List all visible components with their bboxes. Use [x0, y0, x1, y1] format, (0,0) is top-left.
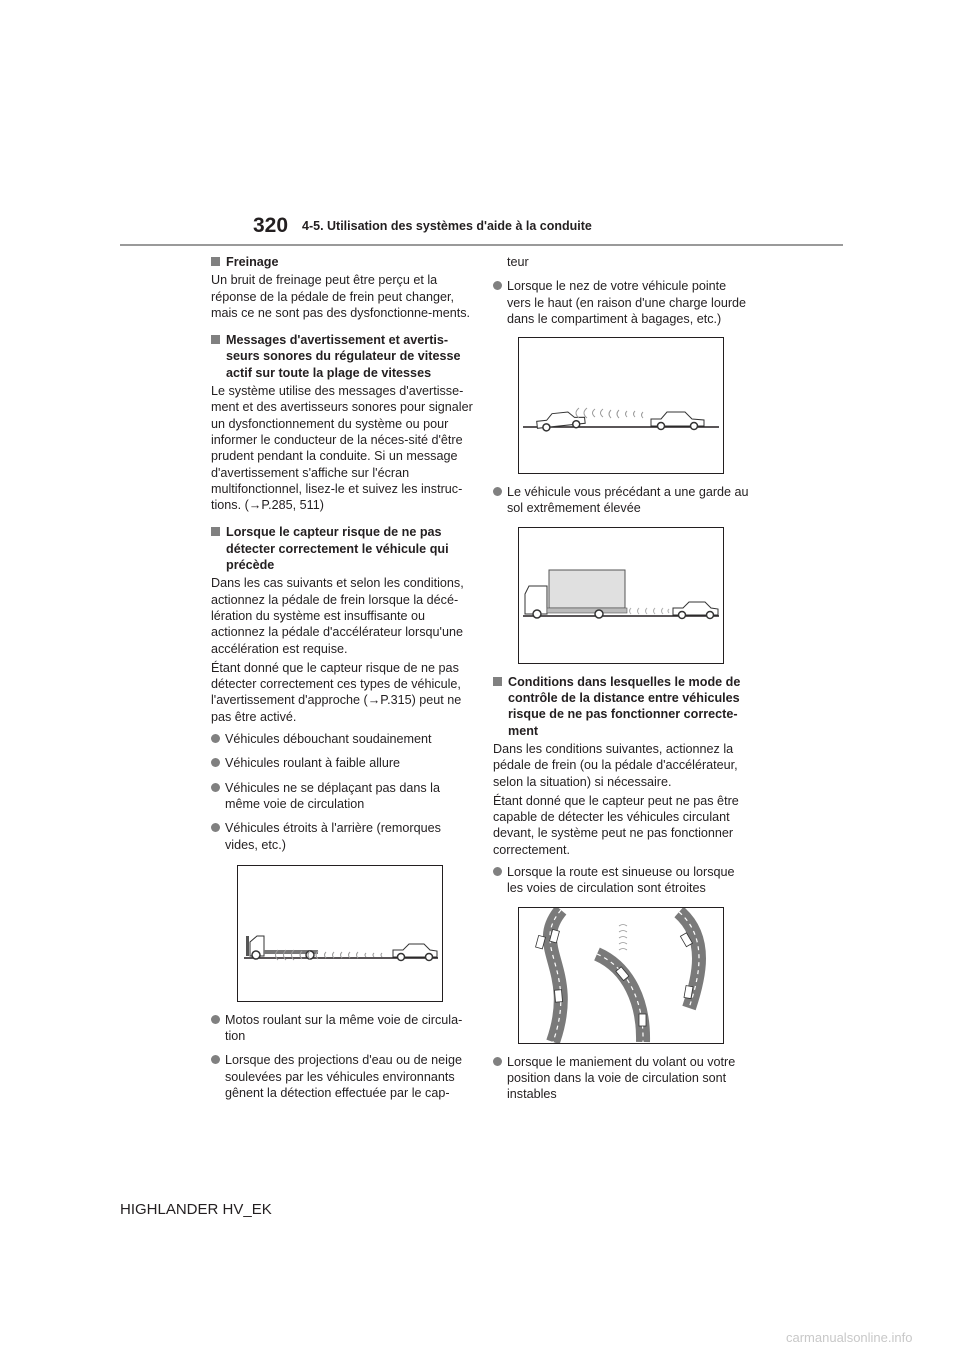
list-item — [211, 1012, 473, 1045]
list-item-text: Le véhicule vous précédant a une garde au sol extrêmement élevée — [507, 485, 749, 516]
square-bullet-icon — [211, 257, 220, 266]
messages-heading — [211, 332, 473, 381]
list-item — [211, 731, 473, 747]
list-item-text: Véhicules débouchant soudainement — [225, 732, 432, 747]
footer-model: HIGHLANDER HV_EK — [120, 1201, 272, 1218]
capteur-text-1: Dans les cas suivants et selon les conditions, actionnez la pédale de frein lorsque la décé-lération du système est insuffisante ou actionnez la pédale d'accélérateur lorsqu'une accélération est requise. — [211, 576, 464, 656]
freinage-section — [211, 254, 473, 321]
page-number: 320 — [253, 214, 289, 237]
round-bullet-icon — [211, 823, 220, 832]
list-item — [211, 780, 473, 813]
square-bullet-icon — [211, 335, 220, 344]
list-item-text: Lorsque des projections d'eau ou de neige soulevées par les véhicules environnants gênent la détection effectuée par le cap- — [225, 1053, 462, 1100]
round-bullet-icon — [493, 487, 502, 496]
messages-text: Le système utilise des messages d'avertisse-ment et des avertisseurs sonores pour signaler un dysfonctionnement du système ou pour informer le conducteur de la néces-sité d'être prudent pendant la conduite. Si un message d'avertissement s'affiche sur l'écran multifonctionnel, lisez-le et suivez les instruc-tions. (→P.285, 511) — [211, 384, 473, 513]
conditions-heading — [493, 674, 749, 739]
list-item-text: Lorsque le maniement du volant ou votre position dans la voie de circulation sont instables — [507, 1054, 736, 1102]
messages-section — [211, 332, 473, 513]
list-item — [493, 1054, 749, 1103]
round-bullet-icon — [493, 281, 502, 290]
list-item-text: Véhicules roulant à faible allure — [225, 756, 401, 771]
list-item-text: Véhicules ne se déplaçant pas dans la même voie de circulation — [225, 780, 440, 811]
conditions-text-1: Dans les conditions suivantes, actionnez la pédale de frein (ou la pédale d'accélérateur, selon la situation) si nécessaire. — [493, 741, 738, 789]
round-bullet-icon — [211, 734, 220, 743]
freinage-heading-text: Freinage — [226, 255, 279, 269]
trailer-illustration — [237, 865, 443, 1002]
conditions-text-2: Étant donné que le capteur peut ne pas être capable de détecter les véhicules circulant devant, le système peut ne pas fonctionner correctement. — [493, 793, 739, 857]
truck-illustration — [518, 527, 724, 664]
round-bullet-icon — [211, 1055, 220, 1064]
right-column — [493, 254, 749, 1111]
capteur-heading-text: Lorsque le capteur risque de ne pas détecter correctement le véhicule qui précède — [226, 525, 449, 573]
round-bullet-icon — [211, 1015, 220, 1024]
messages-heading-text: Messages d'avertissement et avertis-seurs sonores du régulateur de vitesse actif sur toute la plage de vitesses — [226, 333, 461, 380]
winding-road-illustration — [518, 907, 724, 1044]
square-bullet-icon — [211, 527, 220, 536]
continuation-text: teur — [507, 255, 529, 269]
capteur-text-2: Étant donné que le capteur risque de ne pas détecter correctement ces types de véhicule, l'avertissement d'approche (→P.315) peut ne pas être activé. — [211, 660, 462, 724]
round-bullet-icon — [211, 758, 220, 767]
round-bullet-icon — [211, 783, 220, 792]
square-bullet-icon — [493, 677, 502, 686]
freinage-text: Un bruit de freinage peut être perçu et la réponse de la pédale de frein peut changer, mais ce ne sont pas des dysfonctionne-ments. — [211, 273, 471, 320]
conditions-heading-text: Conditions dans lesquelles le mode de contrôle de la distance entre véhicules risque de ne pas fonctionner correcte-ment — [508, 674, 741, 738]
watermark: carmanualsonline.info — [786, 1330, 913, 1345]
freinage-heading — [211, 254, 473, 270]
list-item-text: Lorsque la route est sinueuse ou lorsque les voies de circulation sont étroites — [507, 865, 735, 896]
list-item — [211, 820, 473, 853]
nose-up-illustration — [518, 337, 724, 474]
list-item-text: Véhicules étroits à l'arrière (remorques vides, etc.) — [225, 821, 441, 852]
capteur-section — [211, 524, 473, 725]
conditions-section — [493, 674, 749, 858]
list-item — [493, 484, 749, 517]
header-rule — [120, 244, 843, 246]
list-item — [211, 755, 473, 771]
list-item-text: Motos roulant sur la même voie de circula-tion — [225, 1012, 463, 1044]
list-item — [493, 278, 749, 327]
left-column — [211, 254, 473, 1109]
round-bullet-icon — [493, 1057, 502, 1066]
list-item-text: Lorsque le nez de votre véhicule pointe vers le haut (en raison d'une charge lourde dans le compartiment à bagages, etc.) — [507, 279, 747, 326]
capteur-heading — [211, 524, 473, 573]
section-title: 4-5. Utilisation des systèmes d'aide à la conduite — [302, 219, 592, 233]
round-bullet-icon — [493, 867, 502, 876]
list-item — [493, 864, 749, 897]
list-item — [211, 1052, 473, 1101]
